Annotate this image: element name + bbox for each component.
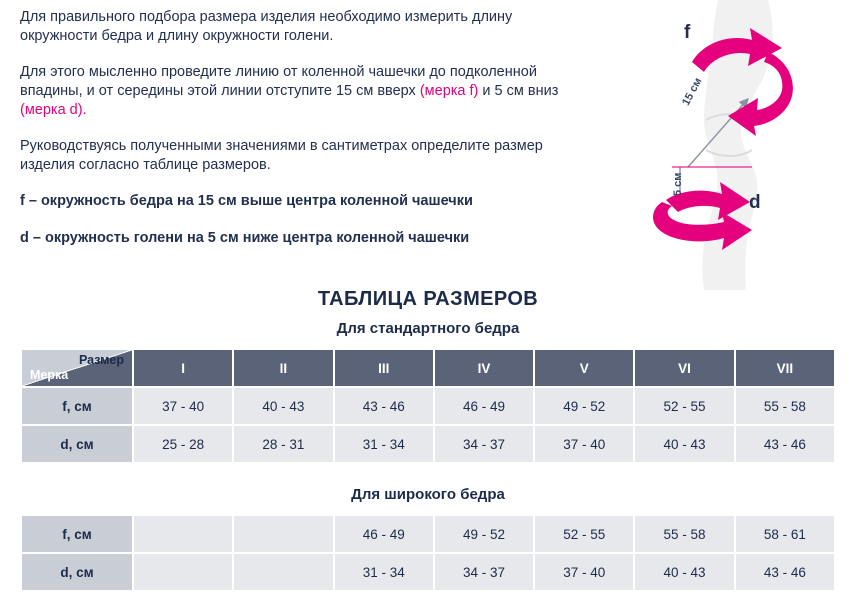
cell-d-std-5: 37 - 40	[534, 425, 634, 463]
column-header-2: II	[233, 349, 333, 387]
marker-d-note: (мерка d).	[20, 102, 87, 118]
legend-d: d – окружность голени на 5 см ниже центра коленной чашечки	[20, 230, 470, 246]
subtitle-standard-thigh: Для стандартного бедра	[336, 320, 520, 337]
marker-f-note: (мерка f)	[419, 83, 479, 99]
corner-label-measure: Мерка	[30, 368, 69, 382]
cell-f-wide-3: 46 - 49	[334, 515, 434, 553]
intro-paragraph-2-part-a: Для этого мысленно проведите линию от коленной чашечки до подколенной впадины, и от середины этой линии отступите 15 см вверх	[20, 64, 537, 99]
cell-d-std-3: 31 - 34	[334, 425, 434, 463]
cell-f-wide-4: 49 - 52	[434, 515, 534, 553]
corner-label-size: Размер	[78, 353, 124, 367]
cell-f-std-5: 49 - 52	[534, 387, 634, 425]
column-header-7: VII	[735, 349, 835, 387]
cell-d-std-4: 34 - 37	[434, 425, 534, 463]
cell-f-wide-6: 55 - 58	[634, 515, 734, 553]
table-corner-header	[21, 349, 133, 387]
intro-paragraph-1: Для правильного подбора размера изделия необходимо измерить длину окружности бедра и длину окружности голени.	[20, 9, 513, 44]
cell-f-wide-2	[233, 515, 333, 553]
cell-f-std-7: 55 - 58	[735, 387, 835, 425]
row-label-d-standard: d, см	[21, 425, 133, 463]
table-header-row	[21, 349, 835, 387]
cell-f-std-2: 40 - 43	[233, 387, 333, 425]
cell-f-std-4: 46 - 49	[434, 387, 534, 425]
cell-d-wide-6: 40 - 43	[634, 553, 734, 591]
cell-d-wide-1	[133, 553, 233, 591]
cell-f-std-3: 43 - 46	[334, 387, 434, 425]
instructions-block	[20, 8, 560, 266]
cell-d-wide-7: 43 - 46	[735, 553, 835, 591]
size-table-wide	[20, 514, 836, 592]
size-table-standard	[20, 348, 836, 464]
cell-d-std-6: 40 - 43	[634, 425, 734, 463]
label-5cm: 5 см	[672, 172, 684, 196]
cell-d-wide-3: 31 - 34	[334, 553, 434, 591]
leg-measurement-illustration	[600, 0, 856, 290]
table-row	[21, 553, 835, 591]
intro-paragraph-3: Руководствуясь полученными значениями в сантиметрах определите размер изделия согласно таблице размеров.	[20, 138, 543, 173]
cell-f-wide-5: 52 - 55	[534, 515, 634, 553]
row-label-f-standard: f, см	[21, 387, 133, 425]
leg-diagram-svg	[600, 0, 856, 290]
label-f: f	[684, 22, 691, 43]
cell-d-wide-5: 37 - 40	[534, 553, 634, 591]
table-row	[21, 387, 835, 425]
column-header-6: VI	[634, 349, 734, 387]
intro-paragraph-2-part-b: и 5 см вниз	[478, 83, 559, 99]
intro-paragraph-2	[20, 63, 560, 120]
table-row	[21, 515, 835, 553]
cell-d-std-7: 43 - 46	[735, 425, 835, 463]
cell-d-std-1: 25 - 28	[133, 425, 233, 463]
row-label-d-wide: d, см	[21, 553, 133, 591]
cell-d-std-2: 28 - 31	[233, 425, 333, 463]
page-title: ТАБЛИЦА РАЗМЕРОВ	[317, 288, 539, 310]
label-15cm: 15 см	[680, 75, 705, 108]
cell-f-std-6: 52 - 55	[634, 387, 734, 425]
cell-d-wide-4: 34 - 37	[434, 553, 534, 591]
column-header-1: I	[133, 349, 233, 387]
legend-f: f – окружность бедра на 15 см выше центра коленной чашечки	[20, 193, 473, 209]
cell-f-wide-1	[133, 515, 233, 553]
label-d: d	[749, 192, 761, 213]
subtitle-wide-thigh: Для широкого бедра	[351, 486, 505, 503]
column-header-3: III	[334, 349, 434, 387]
cell-d-wide-2	[233, 553, 333, 591]
table-row	[21, 425, 835, 463]
column-header-5: V	[534, 349, 634, 387]
column-header-4: IV	[434, 349, 534, 387]
cell-f-std-1: 37 - 40	[133, 387, 233, 425]
row-label-f-wide: f, см	[21, 515, 133, 553]
cell-f-wide-7: 58 - 61	[735, 515, 835, 553]
